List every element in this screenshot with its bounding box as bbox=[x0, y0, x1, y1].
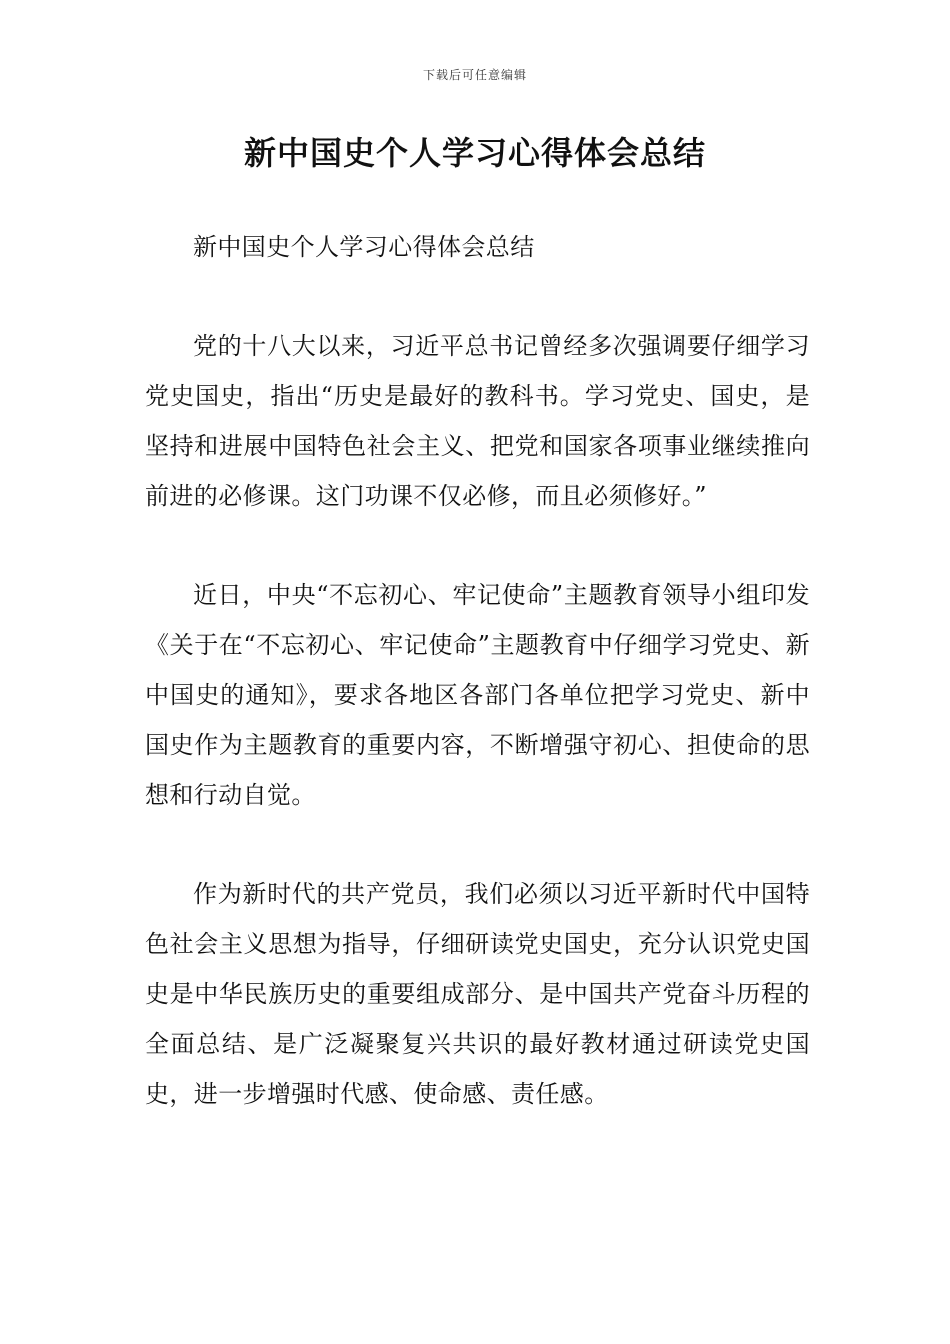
paragraph-3: 作为新时代的共产党员，我们必须以习近平新时代中国特色社会主义思想为指导，仔细研读党史国史，充分认识党史国史是中华民族历史的重要组成部分、是中国共产党奋斗历程的全面总结、是广泛凝聚复兴共识的最好教材通过研读党史国史，进一步增强时代感、使命感、责任感。 bbox=[145, 880, 810, 1108]
paragraph-2: 近日，中央“不忘初心、牢记使命”主题教育领导小组印发《关于在“不忘初心、牢记使命”主题教育中仔细学习党史、新中国史的通知》，要求各地区各部门各单位把学习党史、新中国史作为主题教育的重要内容，不断增强守初心、担使命的思想和行动自觉。 bbox=[145, 581, 810, 809]
paragraph-1: 党的十八大以来，习近平总书记曾经多次强调要仔细学习党史国史，指出“历史是最好的教科书。学习党史、国史，是坚持和进展中国特色社会主义、把党和国家各项事业继续推向前进的必修课。这门功课不仅必修，而且必须修好。” bbox=[145, 332, 810, 510]
header-note: 下载后可任意编辑 bbox=[422, 68, 527, 82]
document-body bbox=[145, 222, 810, 1168]
paragraph-subtitle: 新中国史个人学习心得体会总结 bbox=[193, 233, 535, 261]
page-title: 新中国史个人学习心得体会总结 bbox=[243, 134, 706, 172]
